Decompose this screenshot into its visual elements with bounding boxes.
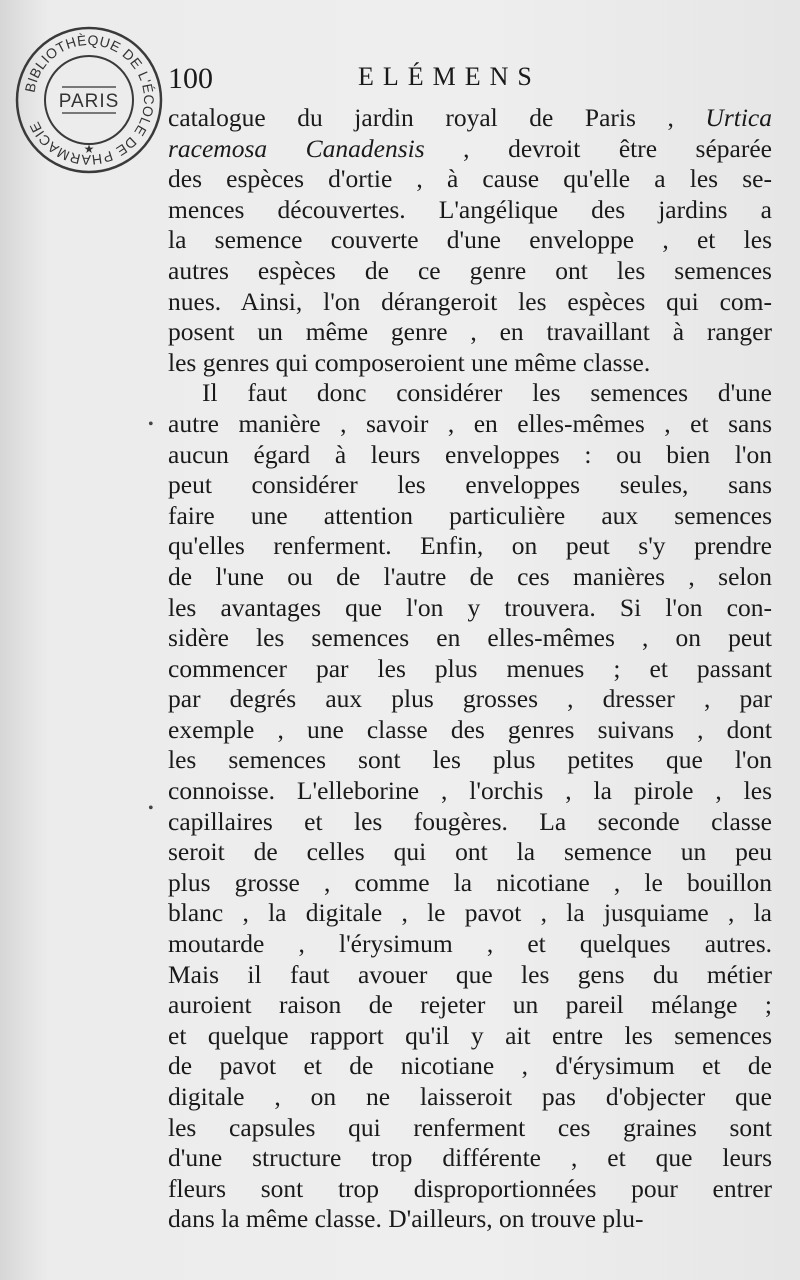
svg-text:★: ★ [83,142,95,156]
svg-text:BIBLIOTHÈQUE DE L'ÉCOLE DE PHA: BIBLIOTHÈQUE DE L'ÉCOLE DE PHARMACIE [21,31,158,169]
text-line: blanc , la digitale , le pavot , la jusquiame , la [168,898,772,928]
text-line: seroit de celles qui ont la semence un peu [168,837,772,867]
text-line: aucun égard à leurs enveloppes : ou bien l'on [168,439,772,469]
text-line: peut considérer les enveloppes seules, sans [168,470,772,500]
text-line: de l'une ou de l'autre de ces manières , selon [168,561,772,591]
text-line: faire une attention particulière aux semences [168,500,772,530]
text-line: auroient raison de rejeter un pareil mélange ; [168,990,772,1020]
text-line: de pavot et de nicotiane , d'érysimum et de [168,1051,772,1081]
text-line: nues. Ainsi, l'on dérangeroit les espèces qui com- [168,286,772,316]
text-line: posent un même genre , en travaillant à ranger [168,317,772,347]
text-line: les genres qui composeroient une même classe. [168,347,651,377]
text-line: capillaires et les fougères. La seconde classe [168,806,772,836]
text-line: dans la même classe. D'ailleurs, on trouve plu- [168,1204,644,1234]
library-stamp [14,25,164,175]
text-line: moutarde , l'érysimum , et quelques autres. [168,929,772,959]
text-line: les capsules qui renferment ces graines sont [168,1112,772,1142]
text-line: autre manière , savoir , en elles-mêmes , et sans [168,408,772,438]
text-line: racemosa Canadensis , devroit être séparée [168,133,772,163]
text-line: par degrés aux plus grosses , dresser , par [168,684,772,714]
body-text [168,103,772,1235]
text-line: plus grosse , comme la nicotiane , le bouillon [168,867,772,897]
text-line: Mais il faut avouer que les gens du métier [168,959,772,989]
text-line: catalogue du jardin royal de Paris , Urtica [168,103,772,132]
text-line: fleurs sont trop disproportionnées pour entrer [168,1173,772,1203]
margin-mark: • [148,800,154,817]
running-title: ELÉMENS [358,62,541,91]
text-line: autres espèces de ce genre ont les semences [168,255,772,285]
text-line: Il faut donc considérer les semences d'une [202,378,772,408]
svg-text:PARIS: PARIS [58,91,120,112]
text-line: mences découvertes. L'angélique des jardins a [168,194,772,224]
text-line: les semences sont les plus petites que l'on [168,745,772,775]
text-line: digitale , on ne laisseroit pas d'objecter que [168,1082,772,1111]
text-line: exemple , une classe des genres suivans , dont [168,714,772,744]
text-line: la semence couverte d'une enveloppe , et les [168,225,772,255]
text-line: des espèces d'ortie , à cause qu'elle a les se- [168,164,772,194]
page-header [168,62,788,102]
text-line: les avantages que l'on y trouvera. Si l'on con- [168,592,772,622]
text-line: et quelque rapport qu'il y ait entre les semences [168,1020,772,1050]
page-number: 100 [168,62,213,95]
margin-mark: • [148,416,154,433]
text-line: commencer par les plus menues ; et passant [168,653,772,683]
text-line: sidère les semences en elles-mêmes , on peut [168,623,772,653]
text-line: d'une structure trop différente , et que leurs [168,1143,772,1173]
text-line: connoisse. L'elleborine , l'orchis , la pirole , les [168,776,772,806]
text-line: qu'elles renferment. Enfin, on peut s'y prendre [168,531,772,561]
